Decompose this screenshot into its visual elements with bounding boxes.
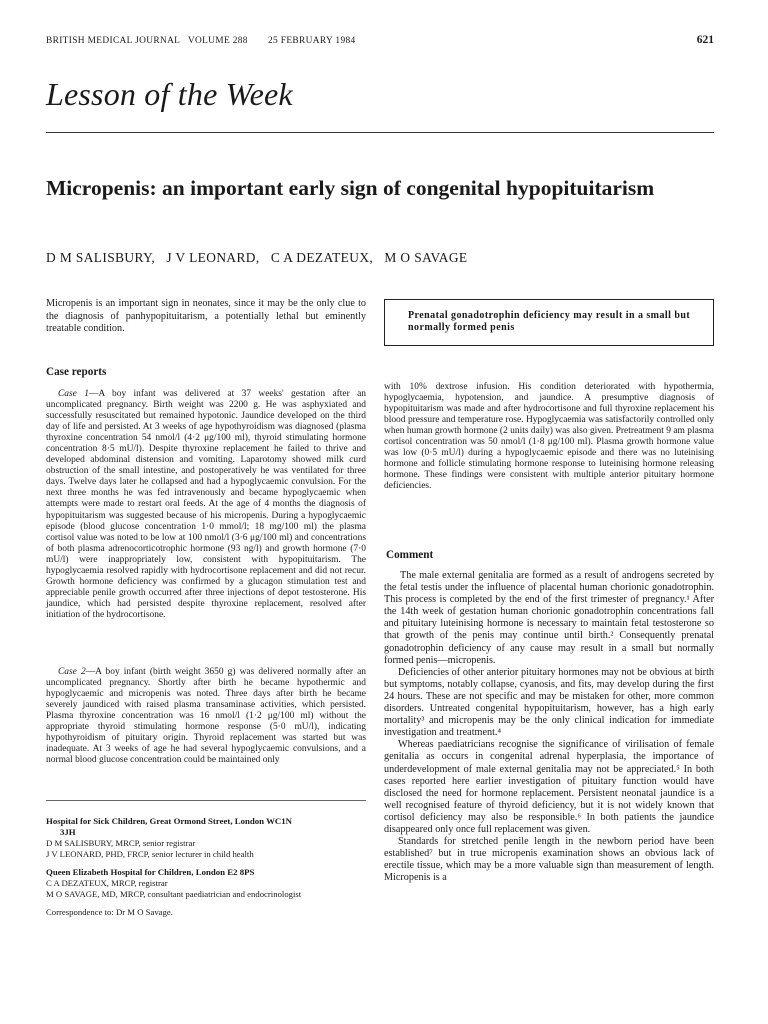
comment-paragraph: Whereas paediatricians recognise the significance of virilisation of female genitalia as occurs in congenital adrenal hyperplasia, the importance of underdevelopment of male external genitalia may not be appreciated.⁵ In both cases reported here earlier investigation of pituitary function would have disclosed the need for hormone replacement. Persistent neonatal jaundice is a well recognised feature of thyroid deficiency, but it is not widely known that cortisol deficiency may also be responsible.⁶ In both patients the jaundice disappeared only once full replacement was given. (384, 739, 714, 835)
case-1-paragraph (46, 389, 366, 621)
hospital-1-name: Hospital for Sick Children, Great Ormond Street, London WC1N (46, 816, 293, 826)
journal-name: BRITISH MEDICAL JOURNAL VOLUME 288 (46, 36, 248, 46)
section-divider (46, 132, 714, 133)
footnote-divider (46, 800, 366, 801)
case-reports-heading: Case reports (46, 366, 107, 378)
author-affiliation: M O SAVAGE, MD, MRCP, consultant paediatrician and endocrinologist (46, 889, 302, 899)
comment-paragraph: The male external genitalia are formed as a result of androgens secreted by the fetal testis under the influence of placental human chorionic gonadotrophin. This process is completed by the end of the first trimester of pregnancy.¹ After the 14th week of gestation human chorionic gonadotrophin concentrations fall and pituitary luteinising hormone is necessary to maintain fetal testosterone so that growth of the penis may continue until birth.² Consequently prenatal gonadotrophin deficiency of any cause may result in a small but normally formed penis—micropenis. (384, 570, 714, 666)
case-2-continued (384, 382, 714, 492)
case-1-label: Case 1 (58, 389, 89, 399)
case-2-label: Case 2 (58, 667, 86, 677)
case-2-continued-text: with 10% dextrose infusion. His condition deteriorated with hypothermia, hypoglycaemia, hypotension, and jaundice. A presumptive diagnosis of hypopituitarism was made and after hydrocortisone and full thyroxine replacement his blood pressure and temperature rose. Hypoglycaemia was satisfactorily controlled only when human growth hormone (2 units daily) was also given. Pretreatment 9 am plasma cortisol concentration was 50 nmol/l (1·8 μg/100 ml). Plasma growth hormone value was low (0·5 mU/l) during a hypoglycaemic episode and there was no luteinising hormone and follicle stimulating hormone response to luteinising hormone releasing hormone. These findings were consistent with multiple anterior pituitary hormone deficiencies. (384, 382, 714, 492)
case-2-text: —A boy infant (birth weight 3650 g) was delivered normally after an uncomplicated pregnancy. Shortly after birth he became hypothermic and hypoglycaemic and micropenis was noted. Three days after birth he became severely jaundiced with raised plasma transaminase activities, which persisted. Plasma thyroxine concentration was 16 nmol/l (1·2 μg/100 ml) without the appropriate thyroid stimulating hormone response (5·0 mU/l), indicating hypothyroidism of pituitary origin. Thyroid replacement was started but was inadequate. At 3 weeks of age he had several hypoglycaemic convulsions, and a normal blood glucose concentration could be maintained only (46, 667, 367, 766)
case-2-paragraph (46, 667, 366, 766)
author-affiliation: C A DEZATEUX, MRCP, registrar (46, 878, 168, 888)
hospital-1-postcode: 3JH (60, 827, 76, 837)
key-message: Prenatal gonadotrophin deficiency may result in a small but normally formed penis (408, 310, 691, 334)
author-affiliation: J V LEONARD, PHD, FRCP, senior lecturer in child health (46, 849, 254, 859)
section-title: Lesson of the Week (46, 76, 293, 112)
case-1-text: —A boy infant was delivered at 37 weeks' gestation after an uncomplicated pregnancy. Birth weight was 2200 g. He was asphyxiated and successfully resuscitated but remained hypotonic. Jaundice developed on the third day of life and persisted. At 3 weeks of age hypothyroidism was diagnosed (plasma thyroxine concentration 54 nmol/l (4·2 μg/100 ml), thyroid stimulating hormone concentration 8·5 mU/l). Despite thyroxine replacement he failed to thrive and developed abdominal distension and vomiting. Laparotomy showed milk curd obstruction of the small intestine, and postoperatively he was ventilated for three days. Twelve days later he collapsed and had a hypoglycaemic convulsion. For the next three months he was fed intravenously and became hypoglycaemic when attempts were made to restart oral feeds. At the age of 4 months the diagnosis of hypopituitarism was suggested because of his micropenis. During a hypoglycaemic episode (blood glucose concentration 1·0 mmol/l; 18 mg/100 ml) the plasma cortisol value was noted to be low at 100 nmol/l (3·6 μg/100 ml) and concentrations of both plasma adrenocorticotrophic hormone (93 ng/l) and growth hormone (7·0 mU/l) were inappropriately low, consistent with hypopituitarism. The hypoglycaemia resolved rapidly with hydrocortisone replacement and did not recur. Growth hormone deficiency was confirmed by a glucagon stimulation test and appreciable penile growth occurred after three injections of depot testosterone. His jaundice, which had persisted despite thyroxine replacement, resolved after initiation of the hydrocortisone. (46, 389, 366, 620)
page-number: 621 (696, 34, 714, 46)
comment-paragraph: Standards for stretched penile length in the newborn period have been established⁷ but in true micropenis examination shows an obvious lack of erectile tissue, which may be a more valuable sign than measurement of length. Micropenis is a (384, 836, 714, 884)
abstract: Micropenis is an important sign in neonates, since it may be the only clue to the diagnosis of panhypopituitarism, a potentially lethal but eminently treatable condition. (46, 298, 366, 334)
author-list: D M SALISBURY, J V LEONARD, C A DEZATEUX, M O SAVAGE (46, 250, 468, 265)
hospital-2-name: Queen Elizabeth Hospital for Children, London E2 8PS (46, 867, 255, 877)
comment-heading: Comment (386, 549, 434, 561)
running-head (46, 34, 714, 54)
key-message-box (384, 299, 714, 346)
correspondence-note: Correspondence to: Dr M O Savage. (46, 907, 173, 917)
article-title: Micropenis: an important early sign of congenital hypopituitarism (46, 176, 655, 200)
author-affiliation: D M SALISBURY, MRCP, senior registrar (46, 838, 196, 848)
issue-date: 25 FEBRUARY 1984 (268, 36, 356, 46)
comment-paragraph: Deficiencies of other anterior pituitary hormones may not be obvious at birth but symptoms, notably collapse, cyanosis, and fits, may develop during the first 24 hours. These are not specific and may be mistaken for other, more common disorders. Untreated congenital hypopituitarism, however, has a high early mortality³ and micropenis may be the only clinical indication for immediate investigation and treatment.⁴ (384, 666, 714, 739)
comment-body (384, 570, 714, 884)
author-affiliations (46, 816, 366, 918)
